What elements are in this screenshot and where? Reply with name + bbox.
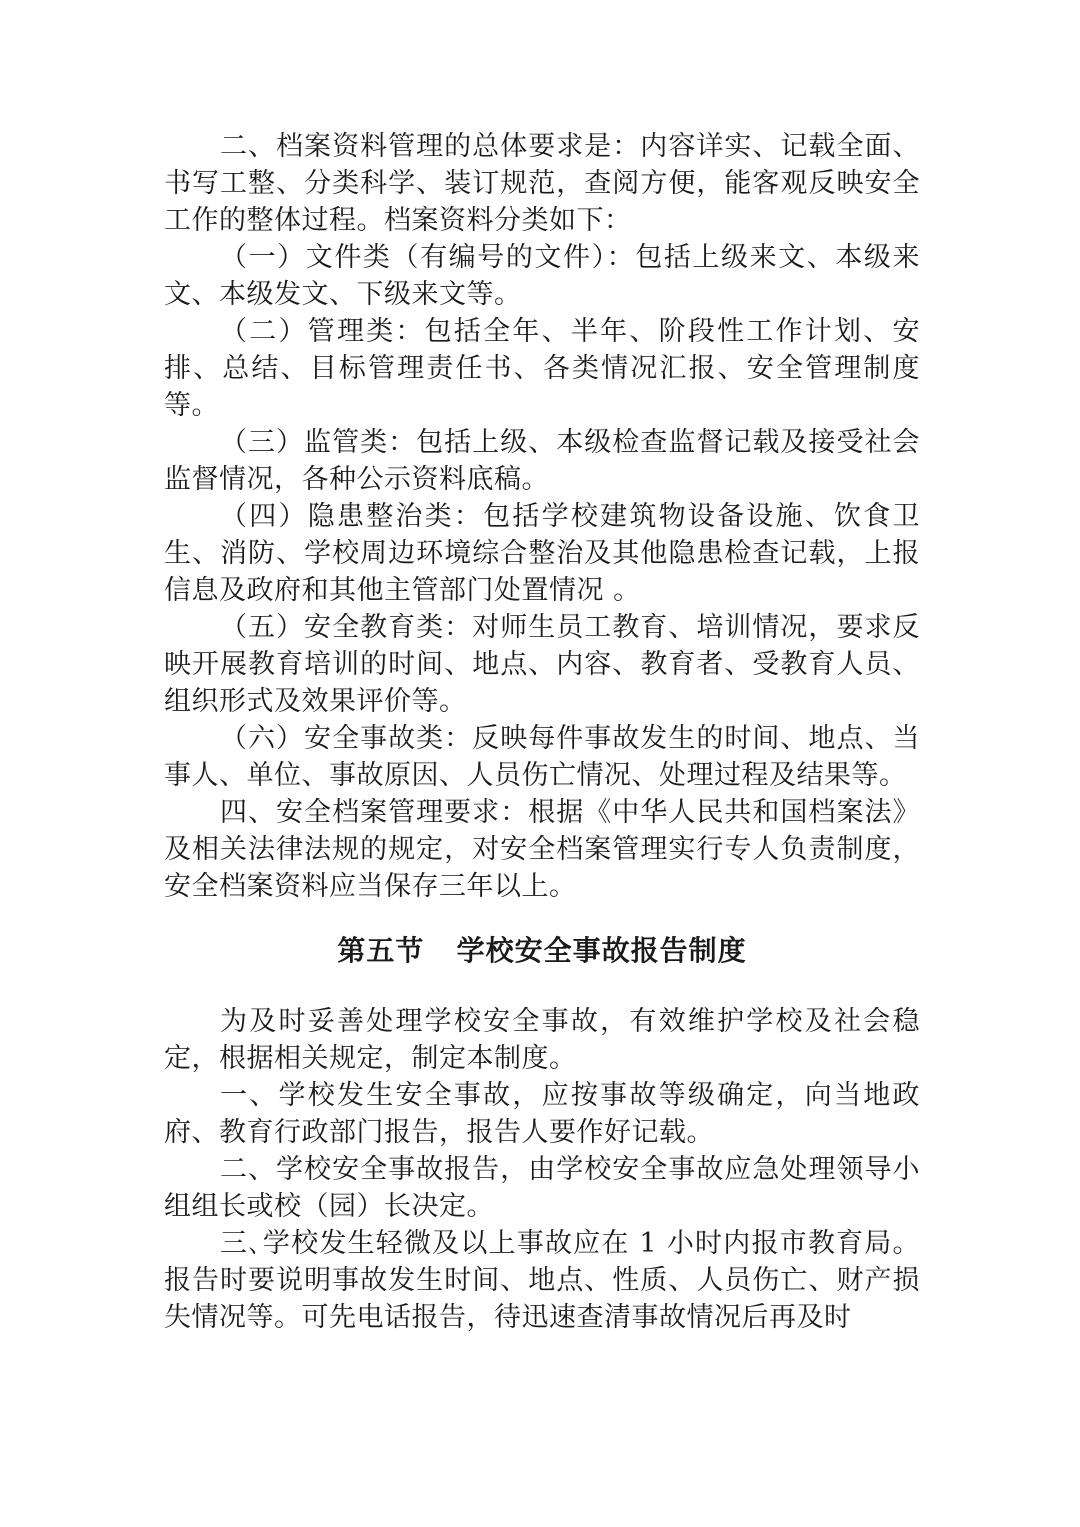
paragraph-general-requirements: 二、档案资料管理的总体要求是：内容详实、记载全面、书写工整、分类科学、装订规范，查阅方便，能客观反映安全工作的整体过程。档案资料分类如下：	[164, 131, 920, 236]
paragraph-hazard-category: （四）隐患整治类：包括学校建筑物设备设施、饮食卫生、消防、学校周边环境综合整治及其他隐患检查记载，上报信息及政府和其他主管部门处置情况 。	[164, 501, 920, 606]
paragraph-rule-one: 一、学校发生安全事故，应按事故等级确定，向当地政府、教育行政部门报告，报告人要作好记载。	[164, 1080, 920, 1148]
paragraph-accident-category: （六）安全事故类：反映每件事故发生的时间、地点、当事人、单位、事故原因、人员伤亡情况、处理过程及结果等。	[164, 723, 920, 791]
paragraph-archive-requirements: 四、安全档案管理要求：根据《中华人民共和国档案法》及相关法律法规的规定，对安全档案管理实行专人负责制度，安全档案资料应当保存三年以上。	[164, 797, 920, 902]
paragraph-rule-two: 二、学校安全事故报告，由学校安全事故应急处理领导小组组长或校（园）长决定。	[164, 1154, 920, 1222]
paragraph-rule-three: 三､学校发生轻微及以上事故应在 1 小时内报市教育局。报告时要说明事故发生时间、地点、性质、人员伤亡、财产损失情况等。可先电话报告，待迅速查清事故情况后再及时	[164, 1228, 920, 1333]
paragraph-management-category: （二）管理类：包括全年、半年、阶段性工作计划、安排、总结、目标管理责任书、各类情况汇报、安全管理制度等。	[164, 316, 920, 421]
paragraph-education-category: （五）安全教育类：对师生员工教育、培训情况，要求反映开展教育培训的时间、地点、内容、教育者、受教育人员、组织形式及效果评价等。	[164, 612, 920, 717]
paragraph-purpose: 为及时妥善处理学校安全事故，有效维护学校及社会稳定，根据相关规定，制定本制度。	[164, 1006, 920, 1074]
document-body	[164, 128, 920, 1336]
paragraph-file-category: （一）文件类（有编号的文件）：包括上级来文、本级来文、本级发文、下级来文等。	[164, 242, 920, 310]
section-heading: 第五节 学校安全事故报告制度	[337, 934, 747, 967]
paragraph-supervision-category: （三）监管类：包括上级、本级检查监督记载及接受社会监督情况，各种公示资料底稿。	[164, 427, 920, 495]
